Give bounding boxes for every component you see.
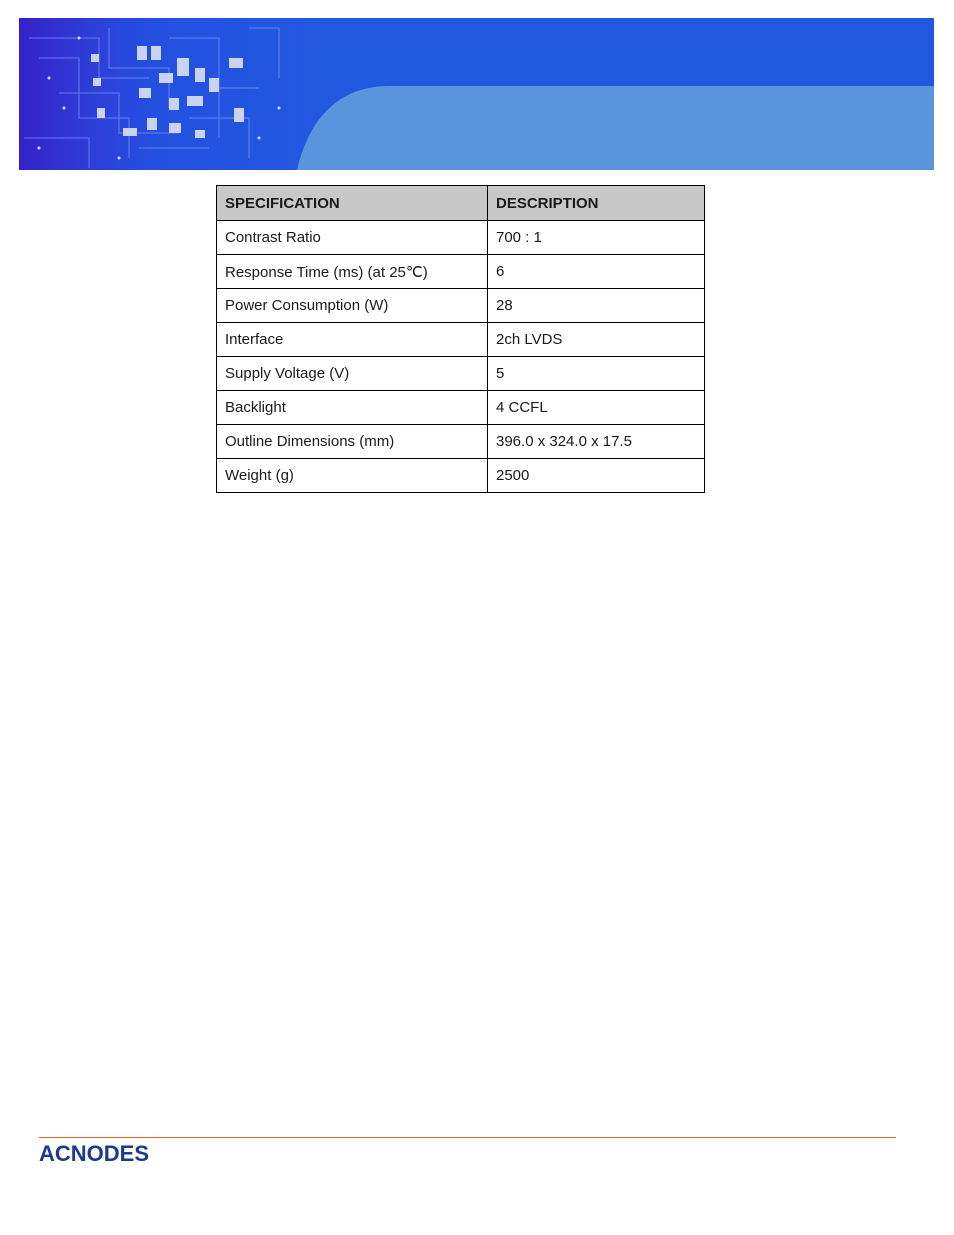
spec-cell: Outline Dimensions (mm): [217, 425, 488, 459]
description-cell: 700 : 1: [488, 221, 705, 255]
table-header-row: [217, 186, 705, 221]
specification-table: [216, 185, 705, 493]
description-cell: 6: [488, 255, 705, 289]
description-cell: 2500: [488, 459, 705, 493]
description-cell: 2ch LVDS: [488, 323, 705, 357]
description-cell: 4 CCFL: [488, 391, 705, 425]
table-row: [217, 221, 705, 255]
acnodes-logo: [39, 1141, 199, 1165]
circuit-board-banner-image: [19, 18, 934, 170]
header-description: DESCRIPTION: [488, 186, 705, 221]
logo-text: ACNODES: [39, 1141, 150, 1165]
table-row: [217, 391, 705, 425]
header-banner: [19, 18, 934, 170]
spec-cell: Contrast Ratio: [217, 221, 488, 255]
description-cell: 396.0 x 324.0 x 17.5: [488, 425, 705, 459]
spec-cell: Weight (g): [217, 459, 488, 493]
table-row: [217, 357, 705, 391]
spec-cell: Backlight: [217, 391, 488, 425]
spec-cell: Interface: [217, 323, 488, 357]
table-row: [217, 289, 705, 323]
description-cell: 5: [488, 357, 705, 391]
table-row: [217, 323, 705, 357]
acnodes-logo-image: [39, 1141, 199, 1165]
spec-cell: Power Consumption (W): [217, 289, 488, 323]
description-cell: 28: [488, 289, 705, 323]
table-row: [217, 425, 705, 459]
table-row: [217, 459, 705, 493]
spec-cell: Response Time (ms) (at 25℃): [217, 255, 488, 289]
table-row: [217, 255, 705, 289]
header-specification: SPECIFICATION: [217, 186, 488, 221]
footer-divider: [39, 1137, 896, 1138]
spec-cell: Supply Voltage (V): [217, 357, 488, 391]
